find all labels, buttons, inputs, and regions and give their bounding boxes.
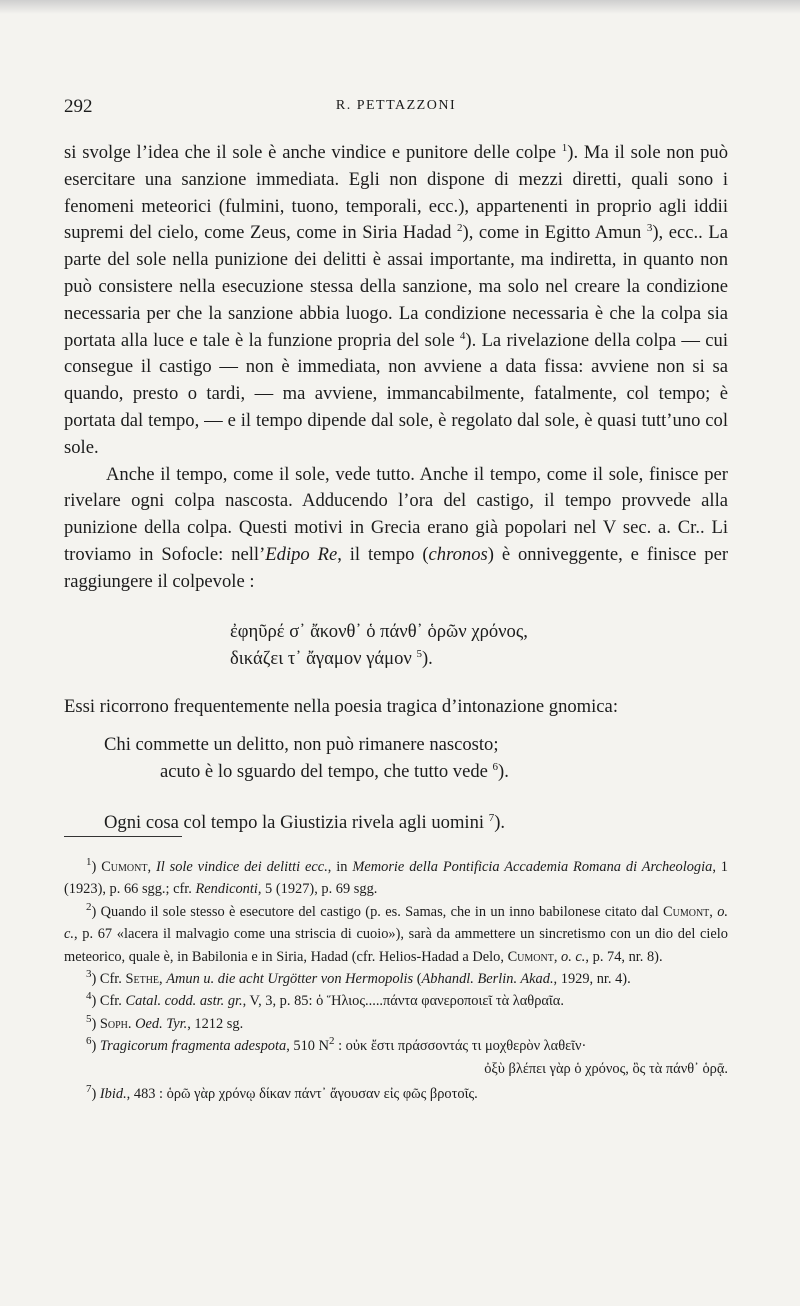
footnote-4: $^4$) Cfr. Catal. codd. astr. gr., V, 3, p. 85: ὁ Ἥλιος.....πάντα φανεροποιεῖ τὰ λαθραῖα. — [86, 990, 564, 1010]
footnote-divider — [64, 836, 182, 837]
page-header — [64, 96, 728, 120]
work-title: Edipo Re — [265, 543, 338, 565]
running-head: R. PETTAZZONI — [335, 98, 457, 113]
footnote-ref-5[interactable]: 5 — [416, 647, 422, 660]
greek-line-2: δικάζει τ᾽ ἄγαμον γάμον $^5$). — [230, 647, 433, 669]
quote-1-line-1: Chi commette un delitto, non può rimanere nascosto; — [104, 734, 499, 756]
footnotes — [64, 856, 728, 1105]
page-number: 292 — [64, 96, 93, 117]
scan-edge-shadow — [0, 0, 800, 14]
footnote-ref-6[interactable]: 6 — [492, 760, 499, 773]
footnote-ref-1[interactable]: 1 — [561, 141, 568, 154]
footnote-2: $^2$) Quando il sole stesso è esecutore del castigo (p. es. Samas, che in un inno babilonese citato dal Cumont, o. c., p. 67 «lacera il malvagio come una striscia di cuoio»), sarà da ammettere un sincretismo con un dio del cielo meteorico, quale è, in Babilonia e in Siria, Hadad (cfr. Helios-Hadad a Delo, Cumont, o. c., p. 74, nr. 8). — [64, 901, 728, 965]
greek-term: chronos — [428, 543, 488, 565]
greek-line-1: ἐφηῦρέ σ᾽ ἄκονθ᾽ ὁ πάνθ᾽ ὁρῶν χρόνος, — [230, 620, 528, 642]
footnote-ref-4[interactable]: 4 — [459, 329, 466, 342]
footnote-6: $^6$) Tragicorum fragmenta adespota, 510 $N^2$ : οὐκ ἔστι πράσσοντάς τι μοχθερὸν λαθεῖν· — [86, 1035, 587, 1055]
quote-2: Ogni cosa col tempo la Giustizia rivela agli uomini $^7$). — [104, 811, 506, 833]
paragraph-2: Anche il tempo, come il sole, vede tutto. Anche il tempo, come il sole, finisce per rivelare ogni colpa nascosta. Adducendo l’ora del castigo, il tempo provvede alla punizione della colpa. Questi motivi in Grecia erano già popolari nel V sec. a. Cr.. Li troviamo in Sofocle: nell’Edipo Re, il tempo (chronos) è onniveggente, e finisce per raggiungere il colpevole : — [64, 463, 729, 592]
paragraph-3: Essi ricorrono frequentemente nella poesia tragica d’intonazione gnomica: — [64, 695, 618, 717]
quote-1-line-2: acuto è lo sguardo del tempo, che tutto vede $^6$). — [160, 760, 509, 783]
footnote-7: $^7$) Ibid., 483 : ὁρῶ γὰρ χρόνῳ δίκαν πάντ᾽ ἄγουσαν εἰς φῶς βροτοῖς. — [86, 1083, 478, 1103]
greek-quotation — [230, 618, 728, 672]
footnote-3: $^3$) Cfr. Sethe, Amun u. die acht Urgötter von Hermopolis (Abhandl. Berlin. Akad., 1929, nr. 4). — [86, 968, 631, 988]
footnote-1: $^1$) Cumont, Il sole vindice dei delitti ecc., in Memorie della Pontificia Accademia Romana di Archeologia, 1 (1923), p. 66 sgg.; cfr. Rendiconti, 5 (1927), p. 69 sgg. — [64, 856, 728, 898]
footnote-5: $^5$) Soph. Oed. Tyr., 1212 sg. — [86, 1013, 244, 1032]
paragraph-1: si svolge l’idea che il sole è anche vindice e punitore delle colpe $^1$). Ma il sole non può esercitare una sanzione immediata. Egli non dispone di mezzi diretti, quali sono i fenomeni meteorici (fulmini, tuono, temporali, ecc.), appartenenti in proprio agli iddii supremi del cielo, come Zeus, come in Siria Hadad $^2$), come in Egitto Amun $^3$), ecc.. La parte del sole nella punizione dei delitti è assai importante, ma indiretta, in quanto non può consistere nella esecuzione stessa della sanzione, ma solo nel creare la condizione necessaria per che la sanzione abbia luogo. La condizione necessaria è che la colpa sia portata alla luce e tale è la funzione propria del sole $^4$). La rivelazione della colpa — cui consegue il castigo — non è immediata, non avviene a data fissa: avviene non si sa quando, presto o tardi, — ma avviene, immancabilmente, fatalmente, col tempo; è portata dal tempo, — e il tempo dipende dal sole, è regolato dal sole, è quasi tutt’uno col sole. — [64, 141, 728, 458]
footnote-6-greek-line-2: ὀξὺ βλέπει γὰρ ὁ χρόνος, ὃς τὰ πάνθ᾽ ὁρᾷ. — [484, 1060, 728, 1077]
footnote-ref-3[interactable]: 3 — [646, 222, 653, 235]
footnote-ref-7[interactable]: 7 — [488, 811, 495, 824]
footnote-ref-2[interactable]: 2 — [457, 222, 463, 235]
main-text — [64, 140, 728, 837]
